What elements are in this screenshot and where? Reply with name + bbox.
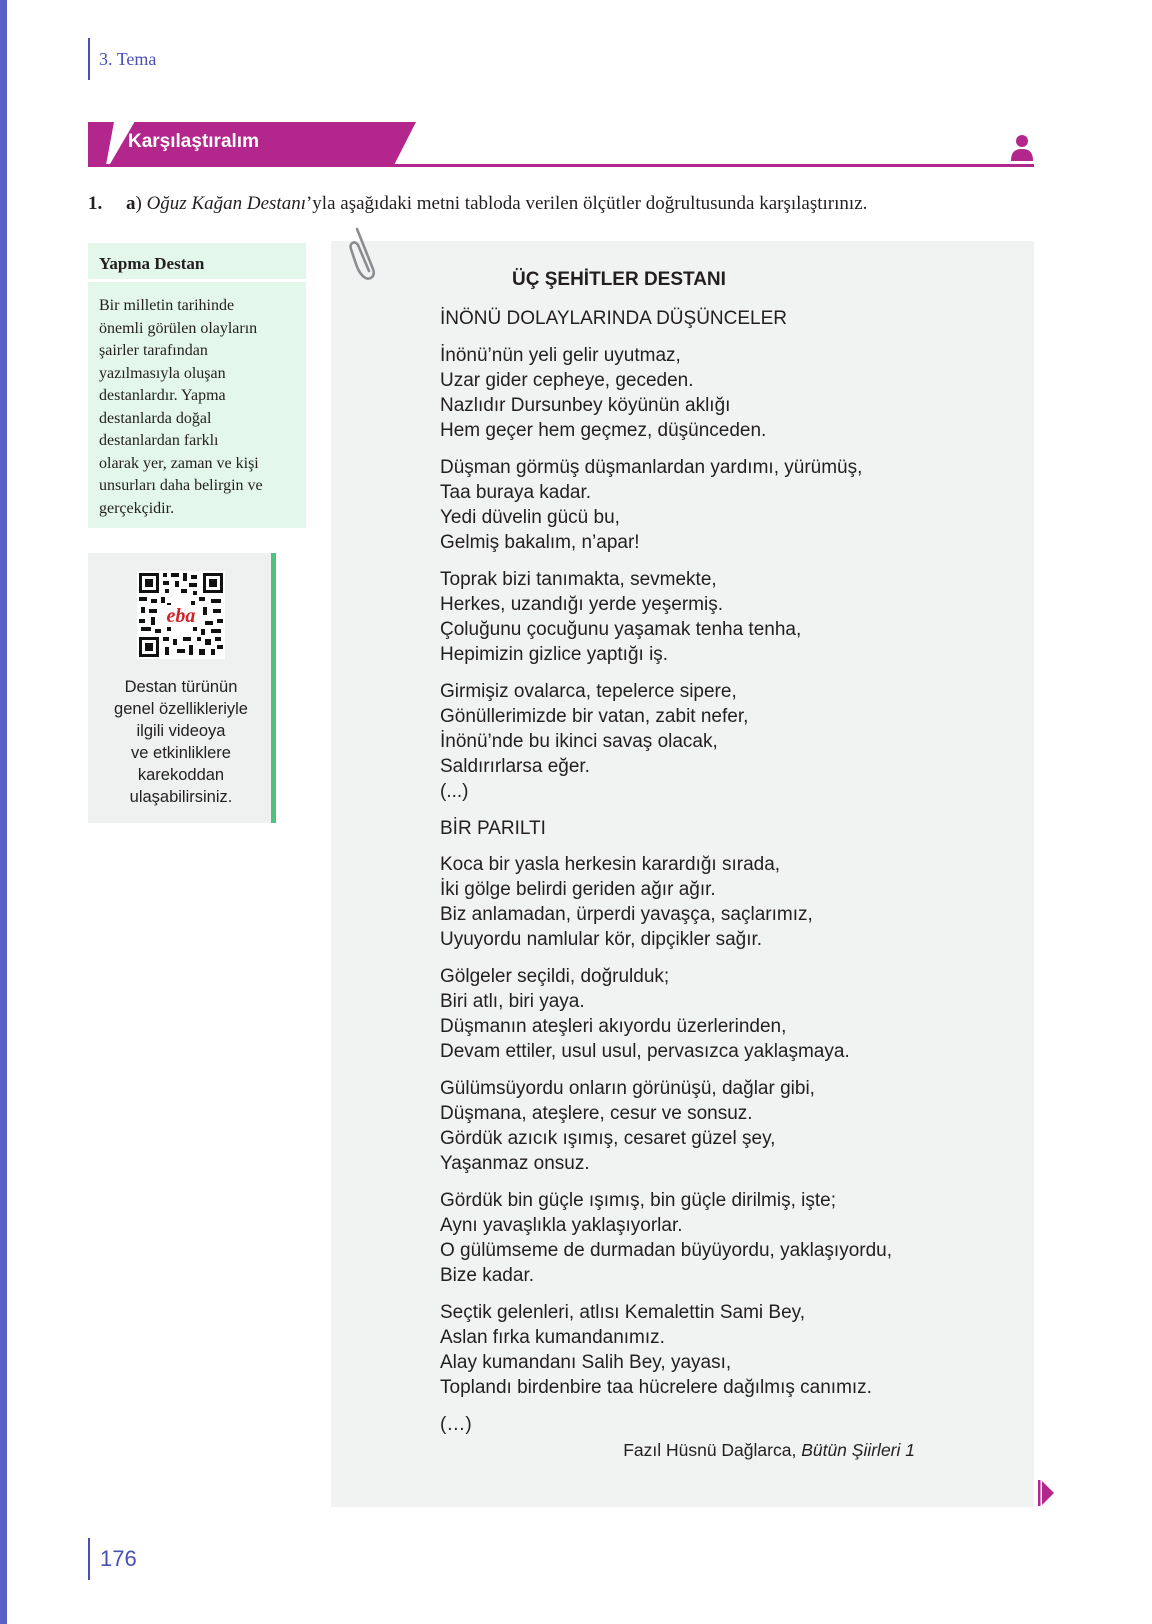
question-number: 1. (88, 193, 103, 214)
poem-stanza (440, 455, 1020, 555)
banner-underline (88, 164, 1034, 167)
poem-line: Düşmanın ateşleri akıyordu üzerlerinden, (440, 1016, 787, 1037)
header-divider (88, 38, 90, 80)
poem-line: Koca bir yasla herkesin karardığı sırada, (440, 854, 781, 875)
chapter-label: 3. Tema (99, 49, 157, 69)
poem-line: Bize kadar. (440, 1265, 534, 1286)
poem-line: Biri atlı, biri yaya. (440, 991, 585, 1012)
qr-line: genel özellikleriyle (114, 700, 248, 718)
qr-line: ilgili videoya (136, 722, 226, 740)
poem-line: Çoluğunu çocuğunu yaşamak tenha tenha, (440, 619, 802, 640)
paperclip-icon (349, 223, 383, 283)
poem-line: Yedi düvelin gücü bu, (440, 507, 620, 528)
poem-line: İnönü’nde bu ikinci savaş olacak, (440, 731, 718, 752)
poem-line: Toplandı birdenbire taa hücrelere dağılmış canımız. (440, 1377, 872, 1398)
poem-line: Hepimizin gizlice yaptığı iş. (440, 644, 669, 665)
banner-accent (88, 122, 114, 164)
poem-title: ÜÇ ŞEHİTLER DESTANI (512, 269, 726, 290)
poem-line: İki gölge belirdi geriden ağır ağır. (440, 879, 716, 900)
poem-line: Gördük bin güçle ışımış, bin güçle dirilmiş, işte; (440, 1190, 836, 1211)
poem-ellipsis: (...) (440, 781, 469, 802)
poem-line: Yaşanmaz onsuz. (440, 1153, 590, 1174)
poem-line: Aynı yavaşlıkla yaklaşıyorlar. (440, 1215, 683, 1236)
definition-line: şairler tarafından (99, 342, 208, 359)
qr-description (88, 676, 274, 808)
poem-stanza (440, 567, 1020, 667)
source-author: Fazıl Hüsnü Dağlarca, (623, 1440, 802, 1460)
eba-logo-text: eba (166, 605, 196, 627)
poem-line: Uyuyordu namlular kör, dipçikler sağır. (440, 929, 763, 950)
definition-line: önemli görülen olayların (99, 319, 258, 337)
qr-line: Destan türünün (124, 678, 238, 696)
poem-stanza (440, 1076, 1020, 1176)
poem-line: Girmişiz ovalarca, tepelerce sipere, (440, 681, 737, 702)
poem-stanza (440, 964, 1020, 1064)
poem-stanza (440, 679, 1020, 779)
qr-box-stripe (271, 553, 276, 823)
poem-line: Düşman görmüş düşmanlardan yardımı, yürümüş, (440, 457, 863, 478)
poem-ellipsis: (…) (440, 1414, 472, 1435)
poem-stanza (440, 1300, 1020, 1400)
poem-line: Seçtik gelenleri, atlısı Kemalettin Sami Bey, (440, 1302, 806, 1323)
poem-line: Toprak bizi tanımakta, sevmekte, (440, 569, 717, 590)
qr-line: karekoddan (137, 766, 225, 784)
poem-line: O gülümseme de durmadan büyüyordu, yaklaşıyordu, (440, 1240, 893, 1261)
poem-line: Hem geçer hem geçmez, düşünceden. (440, 420, 767, 441)
person-icon (1010, 134, 1034, 162)
poem-line: İnönü’nün yeli gelir uyutmaz, (440, 345, 681, 366)
poem-line: Alay kumandanı Salih Bey, yayası, (440, 1352, 732, 1373)
poem-stanza (440, 1188, 1020, 1288)
poem-content (440, 306, 1020, 1437)
definition-line: destanlarda doğal (99, 409, 212, 427)
page-number: 176 (100, 1546, 137, 1571)
definition-line: destanlardan farklı (99, 432, 219, 449)
qr-line: ve etkinliklere (131, 744, 231, 762)
section-title: Karşılaştıralım (128, 131, 259, 152)
definition-line: olarak yer, zaman ve kişi (99, 454, 259, 472)
definition-line: destanlardır. Yapma (99, 387, 226, 404)
poem-line: Devam ettiler, usul usul, pervasızca yaklaşmaya. (440, 1041, 850, 1062)
question-work-title: Oğuz Kağan Destanı (146, 193, 306, 214)
poem-line: Gördük azıcık ışımış, cesaret güzel şey, (440, 1128, 776, 1149)
qr-code-icon[interactable] (137, 571, 225, 659)
poem-line: Taa buraya kadar. (440, 482, 592, 503)
poem-line: Gönüllerimizde bir vatan, zabit nefer, (440, 706, 749, 727)
definition-title-bar (88, 243, 306, 282)
definition-text (99, 295, 304, 520)
source-citation (623, 1440, 915, 1461)
poem-line: Uzar gider cepheye, geceden. (440, 370, 694, 391)
poem-stanza (440, 343, 1020, 443)
definition-title: Yapma Destan (99, 254, 205, 273)
question-text: ’yla aşağıdaki metni tabloda verilen ölçütler doğrultusunda karşılaştırınız. (305, 193, 868, 214)
definition-line: unsurları daha belirgin ve (99, 477, 263, 494)
poem-line: Biz anlamadan, ürperdi yavaşça, saçlarımız, (440, 904, 813, 925)
qr-box (88, 553, 274, 823)
poem-part2-heading: BİR PARILTI (440, 818, 546, 839)
qr-line: ulaşabilirsiniz. (129, 788, 233, 806)
left-edge-stripe (0, 0, 7, 1624)
question-1 (88, 193, 867, 215)
next-arrow-icon[interactable] (1038, 1480, 1054, 1506)
definition-line: gerçekçidir. (99, 499, 175, 517)
poem-line: Aslan fırka kumandanımız. (440, 1327, 665, 1348)
poem-part1-heading: İNÖNÜ DOLAYLARINDA DÜŞÜNCELER (440, 308, 788, 329)
question-letter: a (126, 193, 136, 214)
poem-line: Gelmiş bakalım, n’apar! (440, 532, 640, 553)
definition-line: Bir milletin tarihinde (99, 297, 235, 314)
poem-line: Nazlıdır Dursunbey köyünün aklığı (440, 395, 731, 416)
poem-line: Düşmana, ateşlere, cesur ve sonsuz. (440, 1103, 753, 1124)
poem-line: Saldırırlarsa eğer. (440, 756, 590, 777)
section-banner (88, 122, 1034, 168)
footer-divider (88, 1538, 90, 1580)
poem-line: Gölgeler seçildi, doğrulduk; (440, 966, 670, 987)
question-paren: ) (135, 193, 142, 214)
poem-line: Gülümsüyordu onların görünüşü, dağlar gibi, (440, 1078, 815, 1099)
definition-line: yazılmasıyla oluşan (99, 364, 226, 382)
source-book: Bütün Şiirleri 1 (801, 1440, 915, 1460)
poem-stanza (440, 852, 1020, 952)
definition-box (88, 243, 306, 528)
poem-line: Herkes, uzandığı yerde yeşermiş. (440, 594, 724, 615)
